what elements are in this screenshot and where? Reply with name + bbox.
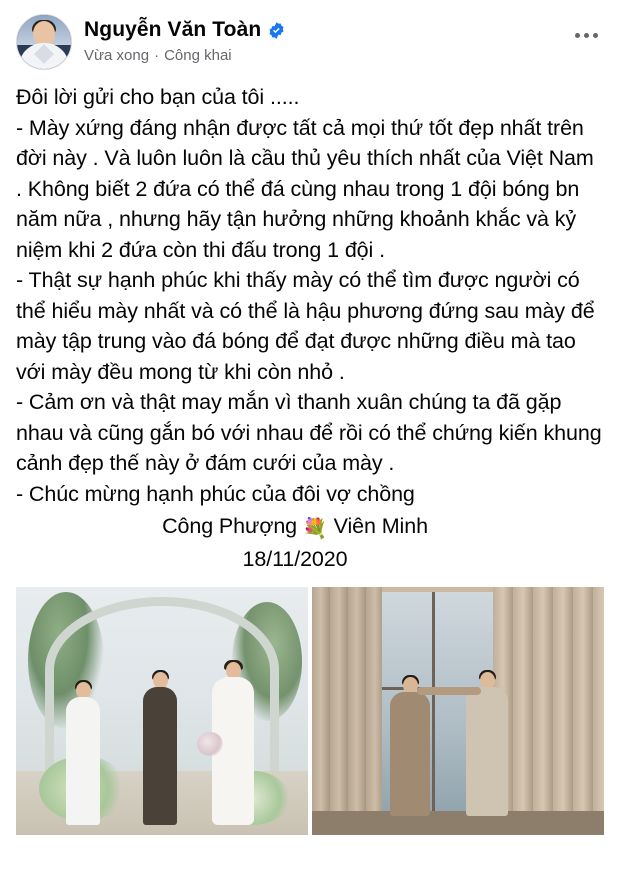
window-frame-vertical <box>432 592 435 820</box>
more-options-icon[interactable] <box>568 22 604 48</box>
bouquet-icon: 💐 <box>302 518 328 541</box>
dot-1 <box>575 33 580 38</box>
post-photo-1[interactable] <box>16 587 308 835</box>
bouquet-prop <box>197 732 223 756</box>
post-timestamp[interactable]: Vừa xong <box>84 47 150 65</box>
dot-2 <box>584 33 589 38</box>
signature-right-name: Viên Minh <box>333 514 428 539</box>
avatar[interactable] <box>16 14 72 70</box>
post-author-block <box>84 14 286 64</box>
post-paragraph-2: - Mày xứng đáng nhận được tất cả mọi thứ tốt đẹp nhất trên đời này . Và luôn luôn là cầu thủ yêu thích nhất của Việt Nam . Không biết 2 đứa có thể đá cùng nhau trong 1 đội bóng bn năm nữa , nhưng hãy tận hưởng những khoảnh khắc và kỷ niệm khi 2 đứa còn thi đấu trong 1 đội . <box>16 115 594 262</box>
guest-body <box>66 697 100 826</box>
person-left <box>388 677 432 816</box>
person-left-body <box>390 692 430 816</box>
post-paragraph-5: - Chúc mừng hạnh phúc của đôi vợ chồng <box>16 481 415 506</box>
curtain-left <box>312 587 382 835</box>
post-signature <box>16 511 604 575</box>
verified-badge-icon <box>267 21 286 40</box>
post-meta <box>84 47 286 64</box>
groom-suit <box>143 687 177 826</box>
person-guest <box>63 682 103 826</box>
outstretched-arm <box>417 687 481 695</box>
floor <box>312 811 604 836</box>
post-audience[interactable]: Công khai <box>164 47 232 65</box>
signature-left-name: Công Phượng <box>162 514 298 539</box>
meta-separator: · <box>154 47 160 65</box>
post-paragraph-4: - Cảm ơn và thật may mắn vì thanh xuân chúng ta đã gặp nhau và cũng gắn bó với nhau để rồi có thể chứng kiến khung cảnh đẹp thế này ở đám cưới của mày . <box>16 390 602 476</box>
post-photo-2[interactable] <box>312 587 604 835</box>
post-body <box>0 76 620 577</box>
signature-names <box>16 511 574 544</box>
person-groom <box>139 672 181 826</box>
post-header <box>0 0 620 76</box>
post-paragraph-3: - Thật sự hạnh phúc khi thấy mày có thể tìm được người có thể hiểu mày nhất và có thể là hậu phương đứng sau mày để mày tập trung vào đá bóng để đạt được những điều mà tao với mày đều mong từ khi còn nhỏ . <box>16 268 595 384</box>
person-right-body <box>466 687 508 816</box>
author-name[interactable]: Nguyễn Văn Toàn <box>84 18 262 41</box>
post-paragraph-1: Đôi lời gửi cho bạn của tôi ..... <box>16 85 300 109</box>
signature-date: 18/11/2020 <box>242 547 348 572</box>
author-name-row <box>84 18 286 42</box>
post-photo-grid <box>0 577 620 835</box>
dot-3 <box>593 33 598 38</box>
